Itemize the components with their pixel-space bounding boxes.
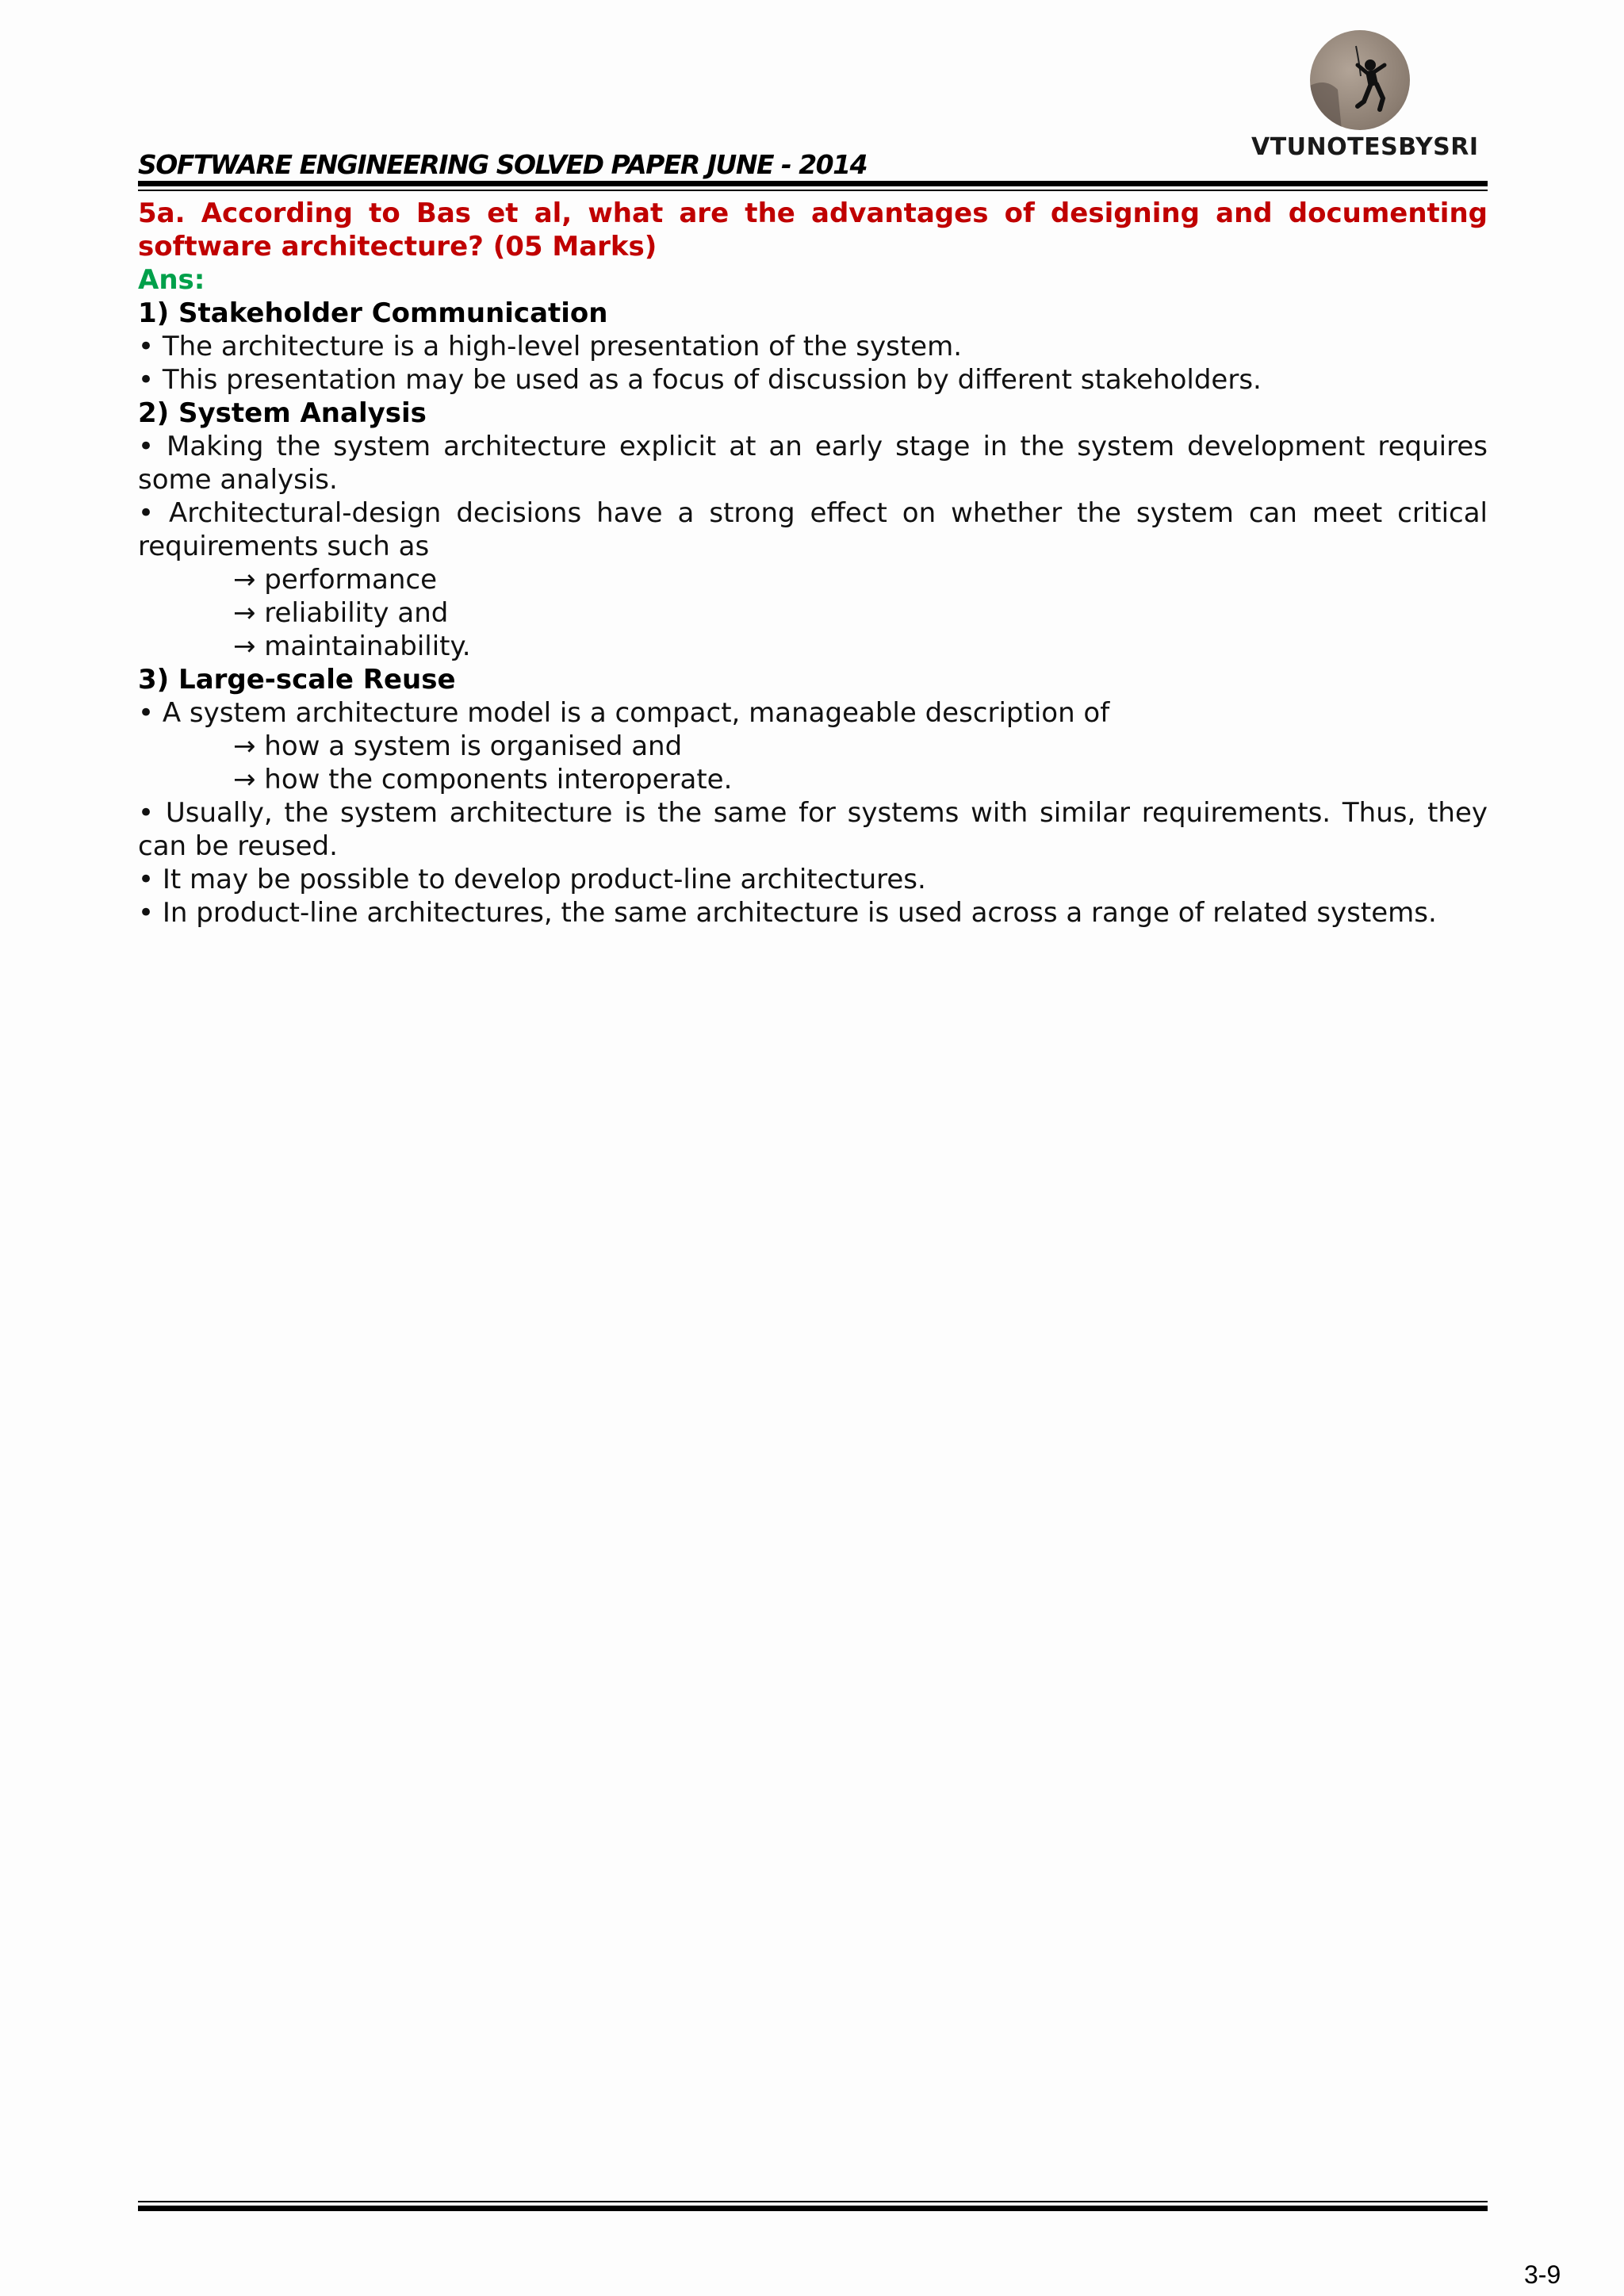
question-text: 5a. According to Bas et al, what are the advantages of designing and documenting software architecture? (05 Marks) xyxy=(138,197,1488,263)
header-rule-thick xyxy=(138,181,1488,186)
section-heading: 2) System Analysis xyxy=(138,397,427,429)
header-rule-thin xyxy=(138,190,1488,191)
section-heading: 1) Stakeholder Communication xyxy=(138,297,608,329)
footer-rule-thick xyxy=(138,2206,1488,2211)
arrow-item: → how the components interoperate. xyxy=(233,764,733,795)
arrow-item: → reliability and xyxy=(233,597,449,629)
page-header-title: SOFTWARE ENGINEERING SOLVED PAPER JUNE - 2014 xyxy=(138,149,868,180)
arrow-item: → maintainability. xyxy=(233,631,471,662)
logo-text: VTUNOTESBYSRI xyxy=(1251,133,1479,161)
bullet-line: • This presentation may be used as a focus of discussion by different stakeholders. xyxy=(138,364,1262,396)
answer-label: Ans: xyxy=(138,264,205,296)
arrow-item: → performance xyxy=(233,564,438,596)
bullet-line: • Architectural-design decisions have a strong effect on whether the system can meet critical requirements such as xyxy=(138,497,1488,562)
arrow-item: → how a system is organised and xyxy=(233,730,683,762)
bullet-line: • In product-line architectures, the same architecture is used across a range of related systems. xyxy=(138,897,1437,929)
footer-rule-thin xyxy=(138,2201,1488,2202)
climber-logo-icon xyxy=(1310,30,1410,130)
page-number: 3-9 xyxy=(1524,2260,1561,2289)
bullet-line: • It may be possible to develop product-line architectures. xyxy=(138,864,926,895)
bullet-line: • The architecture is a high-level presentation of the system. xyxy=(138,331,963,362)
bullet-line: • Usually, the system architecture is the same for systems with similar requirements. Thus, they can be reused. xyxy=(138,797,1488,862)
bullet-line: • Making the system architecture explicit at an early stage in the system development requires some analysis. xyxy=(138,431,1488,496)
section-heading: 3) Large-scale Reuse xyxy=(138,664,456,696)
answer-content xyxy=(138,197,1488,930)
bullet-line: • A system architecture model is a compact, manageable description of xyxy=(138,697,1110,729)
